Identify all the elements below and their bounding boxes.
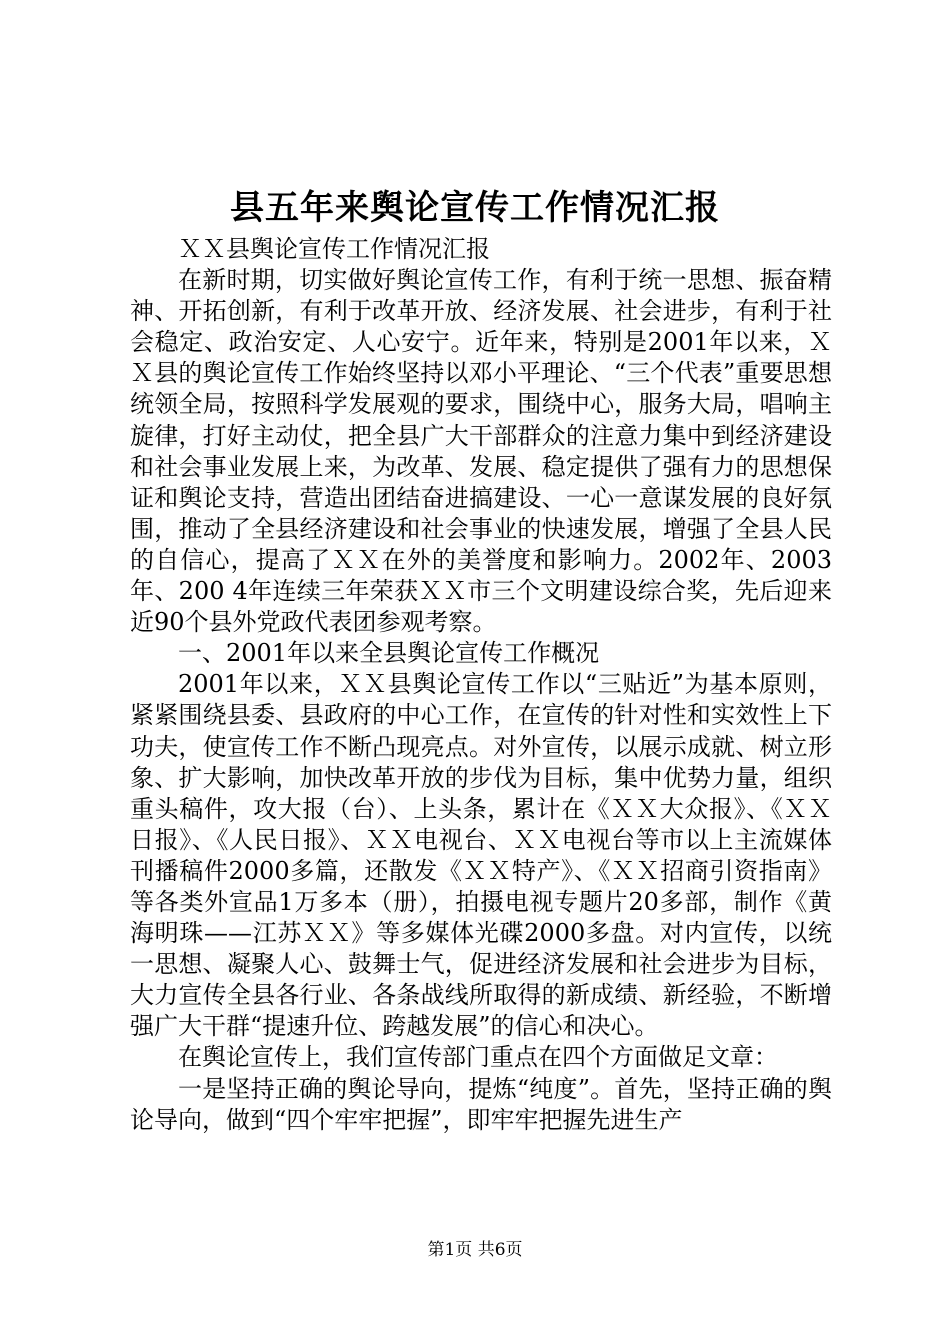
paragraph-subtitle: ＸＸ县舆论宣传工作情况汇报	[178, 235, 490, 263]
document-body	[130, 234, 832, 1136]
paragraph-intro: 在新时期，切实做好舆论宣传工作，有利于统一思想、振奋精神、开拓创新，有利于改革开放、经济发展、社会进步，有利于社会稳定、政治安定、人心安宁。近年来，特别是2001年以来，ＸＸ县的舆论宣传工作始终坚持以邓小平理论、“三个代表”重要思想统领全局，按照科学发展观的要求，围绕中心，服务大局，唱响主旋律，打好主动仗，把全县广大干部群众的注意力集中到经济建设和社会事业发展上来，为改革、发展、稳定提供了强有力的思想保证和舆论支持，营造出团结奋进搞建设、一心一意谋发展的良好氛围，推动了全县经济建设和社会事业的快速发展，增强了全县人民的自信心，提高了ＸＸ在外的美誉度和影响力。2002年、2003年、200 4年连续三年荣获ＸＸ市三个文明建设综合奖，先后迎来近90个县外党政代表团参观考察。	[130, 266, 832, 637]
page-footer: 第1页 共6页	[427, 1240, 523, 1260]
paragraph-point-one: 一是坚持正确的舆论导向，提炼“纯度”。首先，坚持正确的舆论导向，做到“四个牢牢把握”，即牢牢把握先进生产	[130, 1074, 832, 1134]
section-heading-1: 一、2001年以来全县舆论宣传工作概况	[178, 639, 600, 668]
paragraph-overview: 2001年以来，ＸＸ县舆论宣传工作以“三贴近”为基本原则，紧紧围绕县委、县政府的中心工作，在宣传的针对性和实效性上下功夫，使宣传工作不断凸现亮点。对外宣传，以展示成就、树立形象、扩大影响，加快改革开放的步伐为目标，集中优势力量，组织重头稿件，攻大报（台）、上头条，累计在《ＸＸ大众报》、《ＸＸ日报》、《人民日报》、ＸＸ电视台、ＸＸ电视台等市以上主流媒体刊播稿件2000多篇，还散发《ＸＸ特产》、《ＸＸ招商引资指南》等各类外宣品1万多本（册），拍摄电视专题片20多部，制作《黄海明珠——江苏ＸＸ》等多媒体光碟2000多盘。对内宣传，以统一思想、凝聚人心、鼓舞士气，促进经济发展和社会进步为目标，大力宣传全县各行业、各条战线所取得的新成绩、新经验，不断增强广大干群“提速升位、跨越发展”的信心和决心。	[130, 670, 832, 1041]
document-title: 县五年来舆论宣传工作情况汇报	[230, 188, 720, 228]
paragraph-four-aspects: 在舆论宣传上，我们宣传部门重点在四个方面做足文章：	[178, 1043, 778, 1072]
